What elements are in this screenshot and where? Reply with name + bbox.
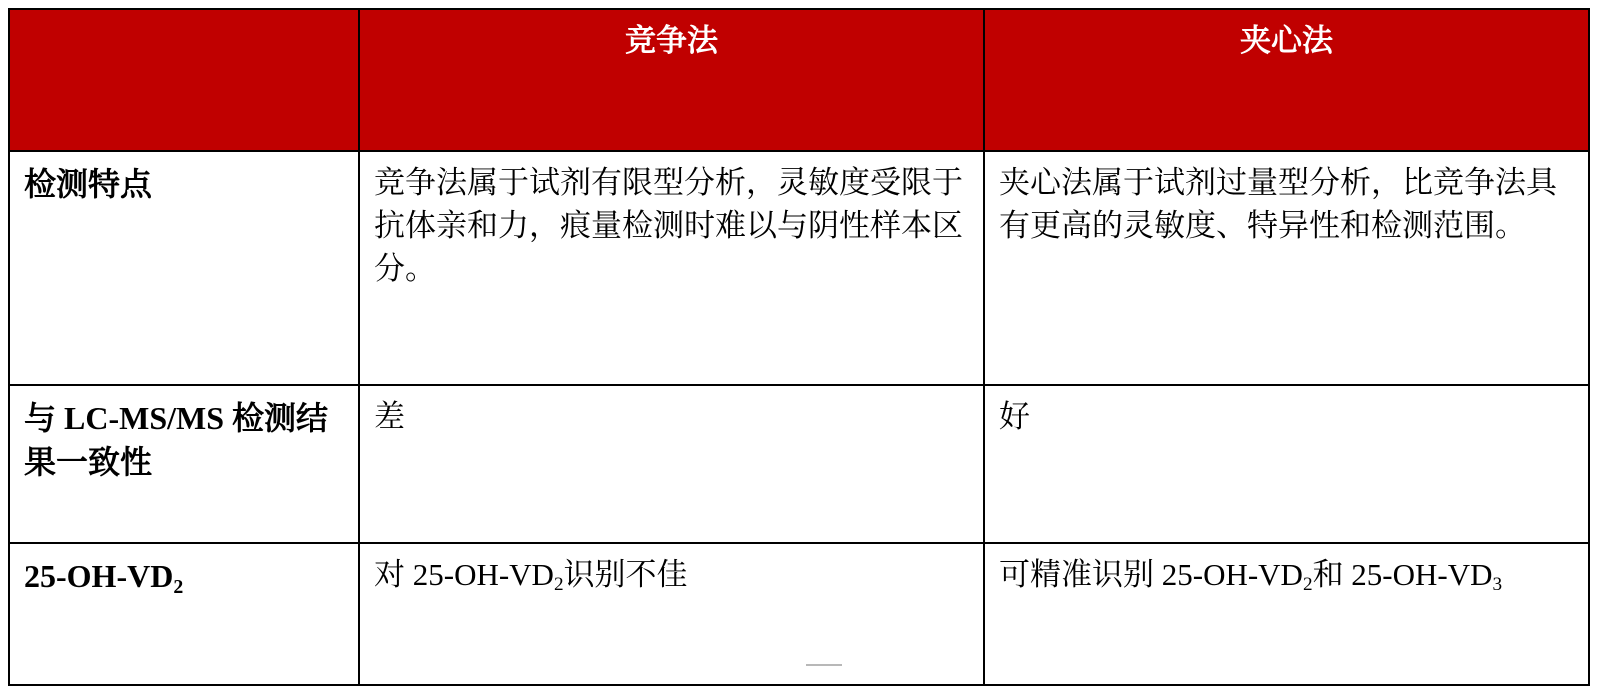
table-body	[9, 151, 1589, 685]
header-row	[9, 9, 1589, 151]
header-cell-corner	[9, 9, 359, 151]
cell-competitive-25ohvd2-prefix: 对 25-OH-VD	[374, 557, 554, 592]
cell-competitive-25ohvd2	[359, 543, 984, 685]
row-label-25ohvd2-subscript: 2	[173, 575, 184, 598]
cell-sandwich-detection-characteristics: 夹心法属于试剂过量型分析，比竞争法具有更高的灵敏度、特异性和检测范围。	[984, 151, 1589, 385]
cell-sandwich-lcmsms-consistency: 好	[984, 385, 1589, 543]
cell-sandwich-25ohvd2-middle: 和 25-OH-VD	[1312, 557, 1493, 592]
row-label-25ohvd2-text: 25-OH-VD	[24, 558, 174, 594]
header-cell-competitive-method: 竞争法	[359, 9, 984, 151]
cell-competitive-25ohvd2-suffix: 识别不佳	[563, 557, 688, 592]
cell-sandwich-25ohvd2	[984, 543, 1589, 685]
cell-sandwich-25ohvd2-prefix: 可精准识别 25-OH-VD	[999, 557, 1303, 592]
table-row	[9, 151, 1589, 385]
table-header	[9, 9, 1589, 151]
cell-competitive-25ohvd2-subscript: 2	[553, 574, 564, 596]
page-bottom-mark	[806, 664, 842, 676]
table-row	[9, 543, 1589, 685]
row-label-25ohvd2	[9, 543, 359, 685]
table-row	[9, 385, 1589, 543]
cell-sandwich-25ohvd2-subscript-1: 2	[1302, 574, 1313, 596]
cell-sandwich-25ohvd3-subscript: 3	[1492, 574, 1503, 596]
document-page	[0, 8, 1619, 680]
header-cell-sandwich-method: 夹心法	[984, 9, 1589, 151]
comparison-table	[8, 8, 1590, 686]
cell-competitive-lcmsms-consistency: 差	[359, 385, 984, 543]
cell-competitive-detection-characteristics: 竞争法属于试剂有限型分析，灵敏度受限于抗体亲和力，痕量检测时难以与阴性样本区分。	[359, 151, 984, 385]
row-label-detection-characteristics: 检测特点	[9, 151, 359, 385]
row-label-lcmsms-consistency: 与 LC-MS/MS 检测结果一致性	[9, 385, 359, 543]
